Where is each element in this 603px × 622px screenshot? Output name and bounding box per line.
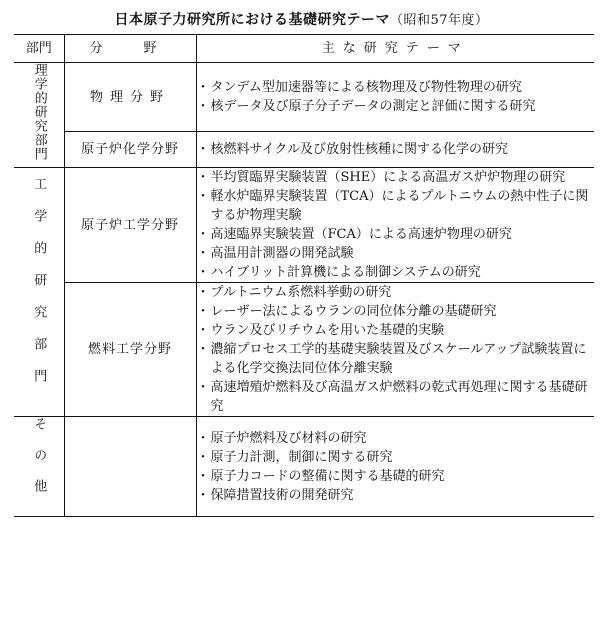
topics-fuel-engineering [196,283,594,417]
bullet-icon: ・ [196,80,210,96]
header-row [14,35,594,63]
bullet-icon: ・ [196,487,210,503]
department-science [14,63,64,168]
table-row [14,168,594,283]
department-engineering [14,168,64,417]
field-physics: 物理分野 [64,63,196,132]
topic-item: ・ 濃縮プロセス工学的基礎実験装置及びスケールアップ試験装置による化学交換法同位体分離実験 [196,342,587,376]
topic-item: ・ 高速増殖炉燃料及び高温ガス炉燃料の乾式再処理に関する基礎研究 [196,380,588,414]
bullet-icon: ・ [196,468,210,484]
topic-item: ・ ウラン及びリチウムを用いた基礎的実験 [196,323,445,338]
header-theme: 主な研究テーマ [196,35,594,63]
topics-reactor-chemistry [196,132,594,168]
topic-item: ・ 原子力コードの整備に関する基礎的研究 [196,468,445,484]
topic-item: ・ 軽水炉臨界実験装置（TCA）によるプルトニウムの熱中性子に関する炉物理実験 [196,189,589,223]
bullet-icon: ・ [196,449,210,465]
bullet-icon: ・ [196,170,210,185]
table-row [14,63,594,132]
topic-item: ・ 高速臨界実験装置（FCA）による高速炉物理の研究 [196,227,512,242]
bullet-icon: ・ [196,342,210,357]
table-row [14,417,594,517]
topic-item: ・ タンデム型加速器等による核物理及び物性物理の研究 [196,80,522,96]
topics-reactor-engineering [196,168,594,283]
topic-item: ・ 半均質臨界実験装置（SHE）による高温ガス炉炉物理の研究 [196,170,566,185]
header-field: 分 野 [64,35,196,63]
bullet-icon: ・ [196,99,210,115]
department-label: 工学的研究部門 [31,177,47,401]
bullet-icon: ・ [196,246,210,261]
field-fuel-engineering: 燃料工学分野 [64,283,196,417]
bullet-icon: ・ [196,142,210,158]
page-title [0,9,603,29]
fiscal-year-label: （昭和57年度） [389,13,489,28]
topics-physics [196,63,594,132]
bullet-icon: ・ [196,304,210,319]
topic-item: ・ ハイブリット計算機による制御システムの研究 [196,265,481,280]
field-reactor-chemistry: 原子炉化学分野 [64,132,196,168]
bullet-icon: ・ [196,189,210,204]
topic-item: ・ 原子力計測，制御に関する研究 [196,449,393,465]
department-label: その他 [31,417,47,510]
research-themes-table [14,34,594,517]
bullet-icon: ・ [196,265,210,280]
topic-item: ・ 核データ及び原子分子データの測定と評価に関する研究 [196,99,536,115]
topics-other [196,417,594,517]
field-reactor-engineering: 原子炉工学分野 [64,168,196,283]
department-label: 理学的研究部門 [31,63,47,161]
topic-item: ・ 核燃料サイクル及び放射性核種に関する化学の研究 [196,142,508,158]
department-other [14,417,64,517]
title-text: 日本原子力研究所における基礎研究テーマ [114,12,390,28]
topic-item: ・ 高温用計測器の開発試験 [196,246,354,261]
bullet-icon: ・ [196,285,210,300]
bullet-icon: ・ [196,430,210,446]
header-department: 部門 [14,35,64,63]
table-row [14,283,594,417]
table-row [14,132,594,168]
topic-item: ・ 原子炉燃料及び材料の研究 [196,430,367,446]
bullet-icon: ・ [196,227,210,242]
bullet-icon: ・ [196,380,210,395]
topic-item: ・ レーザー法によるウランの同位体分離の基礎研究 [196,304,497,319]
topic-item: ・ プルトニウム系燃料挙動の研究 [196,285,392,300]
topic-item: ・ 保障措置技術の開発研究 [196,487,354,503]
bullet-icon: ・ [196,323,210,338]
field-other [64,417,196,517]
